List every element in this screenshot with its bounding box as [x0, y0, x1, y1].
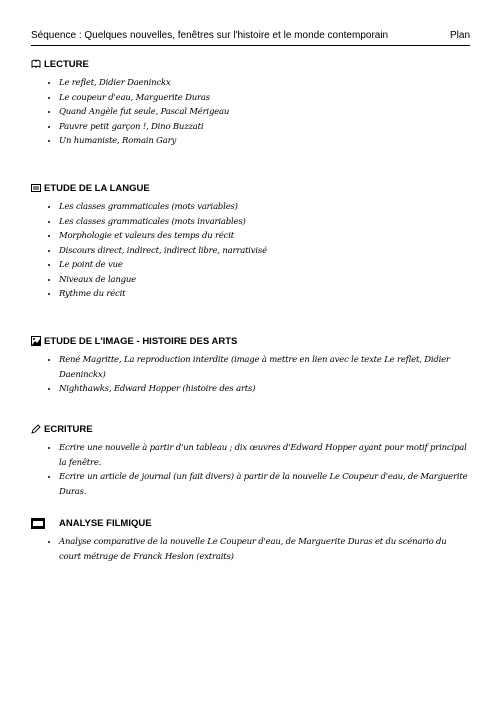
plan-label: Plan [449, 30, 470, 41]
page-header [31, 30, 470, 44]
film-icon [31, 518, 45, 529]
header-divider [31, 45, 470, 46]
section-ecriture [31, 423, 470, 499]
list-item: • Nighthawks, Edward Hopper (histoire des arts) [59, 382, 470, 397]
section-heading: LECTURE [44, 58, 89, 70]
image-icon [31, 336, 41, 346]
list-item: • Ecrire un article de journal (un fait divers) à partir de la nouvelle Le Coupeur d'eau, de Marguerite Duras. [59, 470, 470, 499]
list-item: • Quand Angèle fut seule, Pascal Mérigeau [59, 105, 470, 120]
section-image [31, 335, 470, 397]
list-item: • Le reflet, Didier Daeninckx [59, 76, 470, 91]
writing-list [31, 441, 470, 499]
section-langue [31, 182, 470, 302]
list-item: • Les classes grammaticales (mots invariables) [59, 215, 470, 230]
section-film [31, 517, 470, 564]
list-item: • Niveaux de langue [59, 273, 470, 288]
list-item: • Analyse comparative de la nouvelle Le Coupeur d'eau, de Marguerite Duras et du scénario du court métrage de Franck Heslon (extraits) [59, 535, 470, 564]
list-item: • Pauvre petit garçon !, Dino Buzzati [59, 120, 470, 135]
list-item: • Ecrire une nouvelle à partir d'un tableau ; dix œuvres d'Edward Hopper ayant pour motif principal la fenêtre. [59, 441, 470, 470]
list-item: • René Magritte, La reproduction interdite (image à mettre en lien avec le texte Le reflet, Didier Daeninckx) [59, 353, 470, 382]
list-item: • Discours direct, indirect, indirect libre, narrativisé [59, 244, 470, 259]
section-heading: ANALYSE FILMIQUE [59, 517, 152, 529]
list-item: • Un humaniste, Romain Gary [59, 134, 470, 149]
list-item: • Le coupeur d'eau, Marguerite Duras [59, 91, 470, 106]
list-item: • Les classes grammaticales (mots variables) [59, 200, 470, 215]
section-lecture [31, 58, 470, 149]
list-item: • Le point de vue [59, 258, 470, 273]
book-icon [31, 183, 41, 193]
section-heading: ECRITURE [44, 423, 93, 435]
section-heading: ETUDE DE L'IMAGE - HISTOIRE DES ARTS [44, 335, 238, 347]
language-list [31, 200, 470, 302]
image-list [31, 353, 470, 397]
section-heading: ETUDE DE LA LANGUE [44, 182, 150, 194]
sequence-title: Séquence : Quelques nouvelles, fenêtres sur l'histoire et le monde contemporain [31, 30, 389, 41]
film-list [31, 535, 470, 564]
reading-list [31, 76, 470, 149]
list-item: • Morphologie et valeurs des temps du récit [59, 229, 470, 244]
list-item: • Rythme du récit [59, 287, 470, 302]
pencil-icon [31, 424, 41, 434]
reading-icon [31, 59, 41, 69]
